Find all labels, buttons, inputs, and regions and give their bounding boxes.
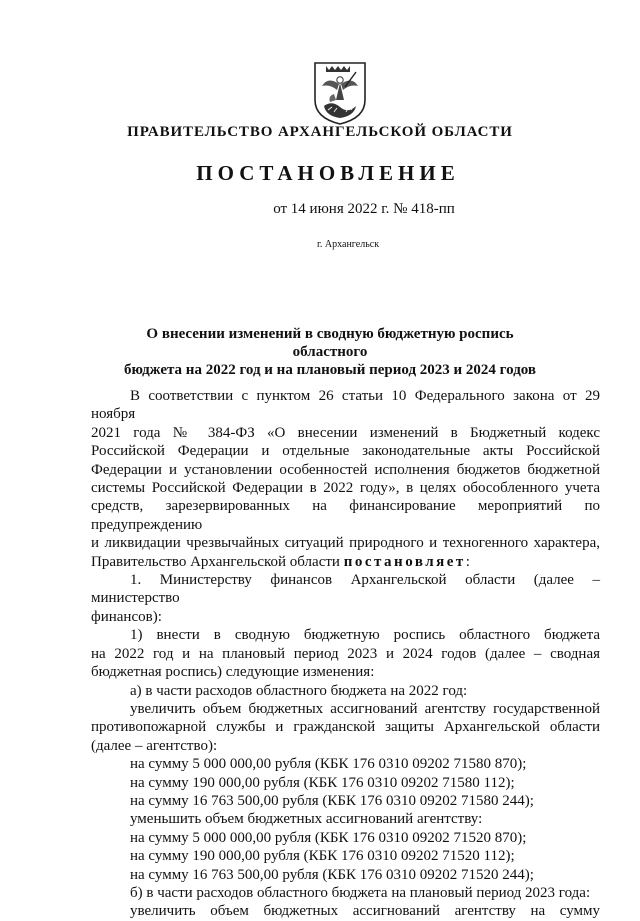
- body-line: [91, 553, 600, 571]
- body-line: уменьшить объем бюджетных ассигнований агентству:: [130, 811, 483, 828]
- body-text: :: [465, 553, 470, 570]
- body-line: финансов):: [91, 608, 162, 625]
- organization-name: ПРАВИТЕЛЬСТВО АРХАНГЕЛЬСКОЙ ОБЛАСТИ: [127, 124, 513, 140]
- body-line: б) в части расходов областного бюджета на плановый период 2023 года:: [130, 884, 591, 901]
- body-line: Федерации и установлении особенностей исполнения бюджетов бюджетной: [91, 461, 600, 478]
- body-line: а) в части расходов областного бюджета на 2022 год:: [130, 682, 468, 699]
- body-line: на сумму 5 000 000,00 рубля (КБК 176 0310 09202 71580 870);: [130, 756, 527, 773]
- body-line: 1) внести в сводную бюджетную роспись областного бюджета: [130, 627, 600, 644]
- body-line: противопожарной службы и гражданской защиты Архангельской области: [91, 719, 600, 736]
- document-subject: [110, 325, 550, 379]
- body-line: на сумму 190 000,00 рубля (КБК 176 0310 09202 71520 112);: [130, 848, 515, 865]
- body-line: системы Российской Федерации в 2022 году», в целях обособленного учета: [91, 480, 600, 497]
- body-line: 1. Министерству финансов Архангельской области (далее – министерство: [91, 572, 600, 607]
- body-line: 2021 года № 384-ФЗ «О внесении изменений в Бюджетный кодекс: [91, 424, 600, 441]
- body-line: на сумму 16 763 500,00 рубля (КБК 176 0310 09202 71580 244);: [130, 792, 534, 809]
- body-line: на сумму 190 000,00 рубля (КБК 176 0310 09202 71580 112);: [130, 774, 515, 791]
- body-line: бюджетная роспись) следующие изменения:: [91, 664, 375, 681]
- coat-of-arms-icon: [312, 60, 368, 126]
- body-line: на сумму 16 763 500,00 рубля (КБК 176 0310 09202 71520 244);: [130, 866, 534, 883]
- body-line: (далее – агентство):: [91, 737, 218, 754]
- body-line: увеличить объем бюджетных ассигнований агентству на сумму: [130, 903, 600, 920]
- body-line: В соответствии с пунктом 26 статьи 10 Федерального закона от 29 ноября: [91, 388, 600, 423]
- decree-keyword: постановляет: [343, 553, 466, 570]
- body-line: на сумму 5 000 000,00 рубля (КБК 176 0310 09202 71520 870);: [130, 829, 527, 846]
- subject-line: О внесении изменений в сводную бюджетную роспись областного: [146, 326, 514, 360]
- document-city: г. Архангельск: [316, 239, 380, 250]
- subject-line: бюджета на 2022 год и на плановый период 2023 и 2024 годов: [123, 362, 537, 378]
- body-line: Российской Федерации и отдельные законодательные акты Российской: [91, 443, 600, 460]
- body-text: Правительство Архангельской области: [91, 553, 344, 570]
- body-line: на 2022 год и на плановый период 2023 и 2024 годов (далее – сводная: [91, 645, 600, 662]
- body-line: средств, зарезервированных на финансирование мероприятий по предупреждению: [91, 498, 600, 533]
- document-type-title: ПОСТАНОВЛЕНИЕ: [196, 161, 460, 185]
- body-line: и ликвидации чрезвычайных ситуаций природного и техногенного характера,: [91, 535, 600, 552]
- body-line: увеличить объем бюджетных ассигнований агентству государственной: [130, 700, 600, 717]
- document-body: [91, 387, 600, 921]
- document-date-number: от 14 июня 2022 г. № 418-пп: [273, 201, 455, 217]
